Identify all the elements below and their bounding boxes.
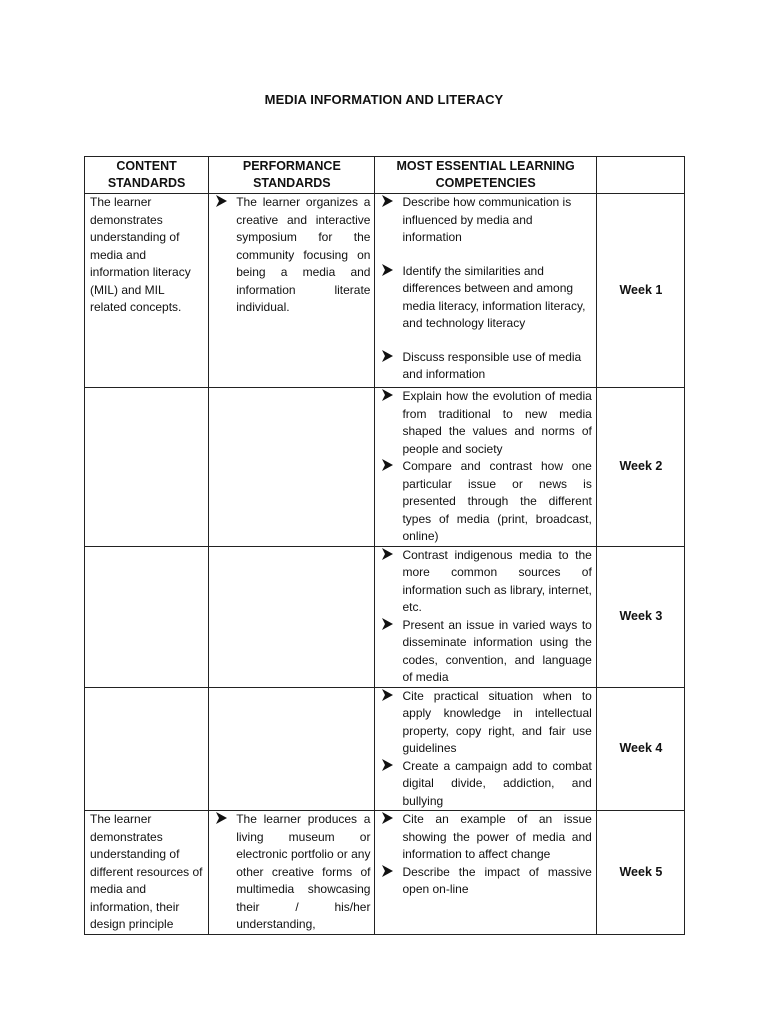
melc-bullet xyxy=(380,758,591,811)
arrow-bullet-icon xyxy=(382,459,393,471)
performance-standard-cell xyxy=(209,388,375,547)
performance-standard-cell xyxy=(209,194,375,388)
melc-text: Contrast indigenous media to the more common sources of information such as library, internet, etc. xyxy=(402,547,592,614)
table-row xyxy=(85,546,685,687)
performance-standard-cell xyxy=(209,546,375,687)
arrow-bullet-icon xyxy=(382,618,393,630)
melc-cell xyxy=(375,388,596,547)
melc-text: Cite practical situation when to apply knowledge in intellectual property, copy right, and fair use guidelines xyxy=(402,688,592,755)
performance-bullet xyxy=(214,811,370,934)
melc-text: Present an issue in varied ways to disseminate information using the codes, convention, and language of media xyxy=(402,617,592,684)
arrow-bullet-icon xyxy=(216,195,227,207)
table-row xyxy=(85,194,685,388)
melc-text: Create a campaign add to combat digital divide, addiction, and bullying xyxy=(402,758,592,808)
performance-bullet xyxy=(214,194,370,317)
melc-bullet xyxy=(380,388,591,458)
melc-text: Describe the impact of massive open on-line xyxy=(402,864,592,896)
header-content-standards: CONTENT STANDARDS xyxy=(85,157,209,194)
melc-text: Explain how the evolution of media from traditional to new media shaped the values and norms of people and society xyxy=(402,389,592,456)
melc-bullet xyxy=(380,263,591,333)
week-cell: Week 1 xyxy=(596,194,684,388)
week-cell: Week 2 xyxy=(596,388,684,547)
table-row xyxy=(85,811,685,935)
header-week xyxy=(596,157,684,194)
performance-text: The learner organizes a creative and interactive symposium for the community focusing on being a media and information literate individual. xyxy=(236,195,371,314)
content-standard-cell xyxy=(85,546,209,687)
melc-text: Describe how communication is influenced by media and information xyxy=(402,195,572,244)
arrow-bullet-icon xyxy=(382,759,393,771)
arrow-bullet-icon xyxy=(382,389,393,401)
content-standard-cell xyxy=(85,388,209,547)
melc-cell xyxy=(375,811,596,935)
melc-bullet xyxy=(380,458,591,546)
arrow-bullet-icon xyxy=(216,812,227,824)
week-cell: Week 5 xyxy=(596,811,684,935)
arrow-bullet-icon xyxy=(382,689,393,701)
melc-bullet xyxy=(380,194,591,247)
header-melc: MOST ESSENTIAL LEARNING COMPETENCIES xyxy=(375,157,596,194)
melc-text: Discuss responsible use of media and information xyxy=(402,349,582,381)
arrow-bullet-icon xyxy=(382,812,393,824)
week-cell: Week 4 xyxy=(596,687,684,811)
performance-standard-cell xyxy=(209,811,375,935)
table-row xyxy=(85,388,685,547)
melc-bullet xyxy=(380,811,591,864)
table-header-row xyxy=(85,157,685,194)
melc-cell xyxy=(375,546,596,687)
page-title: MEDIA INFORMATION AND LITERACY xyxy=(264,92,504,107)
melc-cell xyxy=(375,687,596,811)
content-standard-cell: The learner demonstrates understanding of different resources of media and information, their design principle xyxy=(85,811,209,935)
table-row xyxy=(85,687,685,811)
melc-bullet xyxy=(380,688,591,758)
arrow-bullet-icon xyxy=(382,350,393,362)
arrow-bullet-icon xyxy=(382,865,393,877)
melc-text: Identify the similarities and differences between and among media literacy, information literacy, and technology literacy xyxy=(402,263,586,330)
melc-bullet xyxy=(380,864,591,899)
week-cell: Week 3 xyxy=(596,546,684,687)
melc-cell xyxy=(375,194,596,388)
content-standard-cell: The learner demonstrates understanding of media and information literacy (MIL) and MIL related concepts. xyxy=(85,194,209,388)
header-performance-standards: PERFORMANCE STANDARDS xyxy=(209,157,375,194)
arrow-bullet-icon xyxy=(382,264,393,276)
melc-text: Compare and contrast how one particular issue or news is presented through the different types of media (print, broadcast, online) xyxy=(402,459,592,543)
performance-text: The learner produces a living museum or electronic portfolio or any other creative forms of multimedia showcasing their / his/her understanding, xyxy=(236,812,371,931)
melc-bullet xyxy=(380,617,591,687)
melc-bullet xyxy=(380,349,591,384)
melc-bullet xyxy=(380,547,591,617)
mil-competency-table xyxy=(84,156,685,935)
melc-text: Cite an example of an issue showing the power of media and information to affect change xyxy=(402,812,592,861)
arrow-bullet-icon xyxy=(382,195,393,207)
content-standard-cell xyxy=(85,687,209,811)
arrow-bullet-icon xyxy=(382,548,393,560)
performance-standard-cell xyxy=(209,687,375,811)
